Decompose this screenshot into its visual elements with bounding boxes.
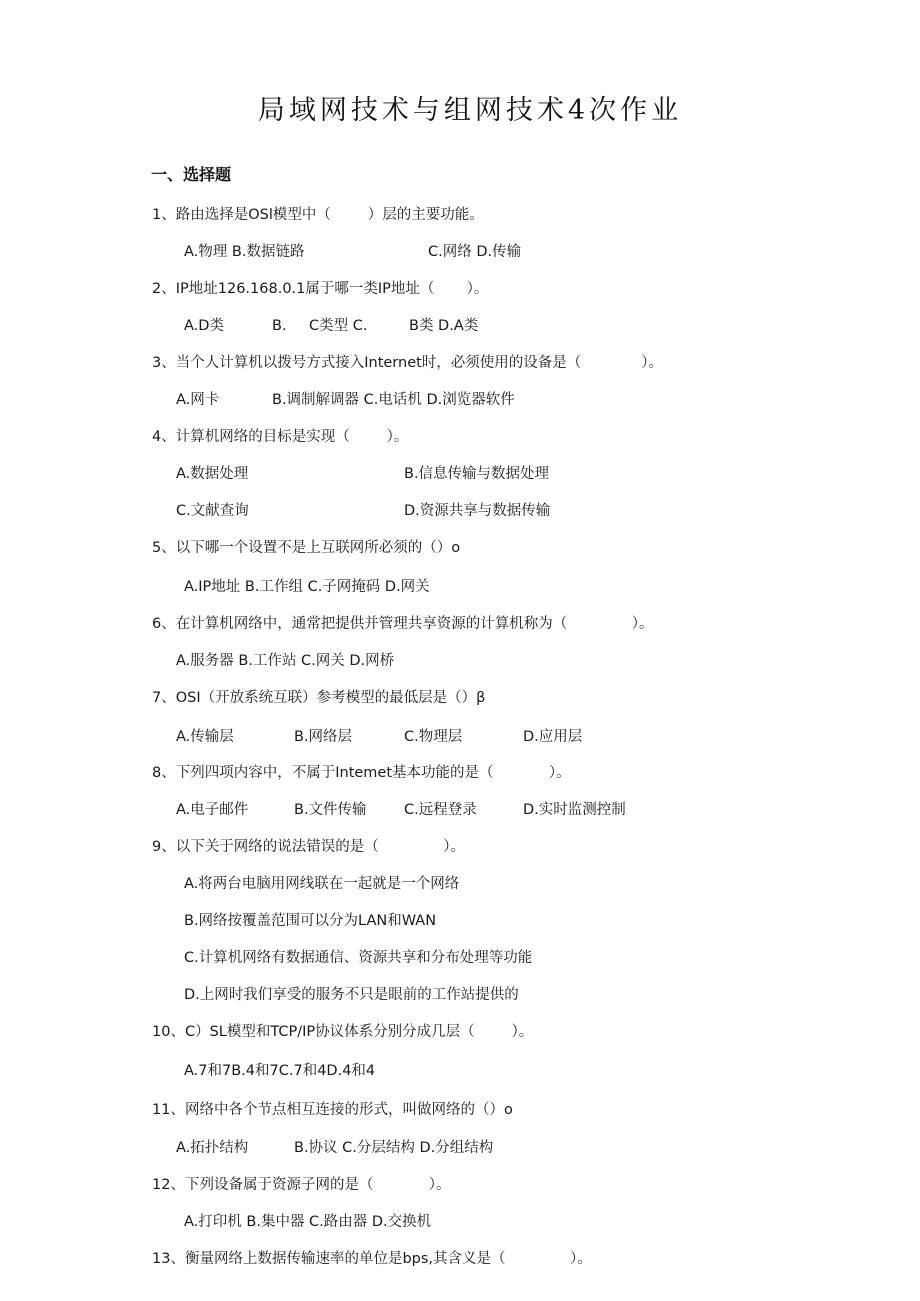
- question-7-option-b: B.网络层: [294, 729, 353, 745]
- question-8-option-d: D.实时监测控制: [523, 802, 626, 818]
- question-8-option-b: B.文件传输: [294, 802, 367, 818]
- question-3-option-a: A.网卡: [176, 392, 220, 408]
- question-4-option-d: D.资源共享与数据传输: [404, 503, 551, 519]
- question-7-option-a: A.传输层: [176, 729, 234, 745]
- question-2-option-a: A.D类: [184, 318, 224, 334]
- question-4-option-b: B.信息传输与数据处理: [404, 466, 550, 482]
- question-9-option-d: D.上网时我们享受的服务不只是眼前的工作站提供的: [184, 987, 519, 1003]
- question-7-option-c: C.物理层: [404, 729, 463, 745]
- question-9-option-c: C.计算机网络有数据通信、资源共享和分布处理等功能: [184, 950, 533, 966]
- question-2-option-d: B类 D.A类: [409, 318, 479, 334]
- question-11-option-a: A.拓扑结构: [176, 1140, 249, 1156]
- question-4-option-a: A.数据处理: [176, 466, 249, 482]
- question-10: 10、C）SL模型和TCP/IP协议体系分别分成几层（ ）。: [152, 1024, 534, 1040]
- document-title: 局域网技术与组网技术4次作业: [257, 95, 683, 126]
- question-10-options: A.7和7B.4和7C.7和4D.4和4: [184, 1063, 376, 1079]
- question-2-option-b: B.: [272, 318, 287, 334]
- question-12: 12、下列设备属于资源子网的是（ ）。: [152, 1177, 451, 1193]
- question-5-options: A.IP地址 B.工作组 C.子网掩码 D.网关: [184, 579, 430, 595]
- section-heading: 一、选择题: [151, 165, 232, 184]
- question-1-option-ab: A.物理 B.数据链路: [184, 244, 305, 260]
- question-7: 7、OSI（开放系统互联）参考模型的最低层是（）β: [152, 690, 486, 706]
- question-4-option-c: C.文献查询: [176, 503, 249, 519]
- question-8: 8、下列四项内容中，不属于Intemet基本功能的是（ ）。: [152, 765, 571, 781]
- question-3-option-bcd: B.调制解调器 C.电话机 D.浏览器软件: [272, 392, 515, 408]
- question-8-option-a: A.电子邮件: [176, 802, 249, 818]
- question-13: 13、衡量网络上数据传输速率的单位是bps,其含义是（ ）。: [152, 1251, 592, 1267]
- question-11-option-bcd: B.协议 C.分层结构 D.分组结构: [294, 1140, 494, 1156]
- question-3: 3、当个人计算机以拨号方式接入Internet时，必须使用的设备是（ ）。: [152, 355, 663, 371]
- question-2-option-c: C类型 C.: [309, 318, 368, 334]
- question-11: 11、网络中各个节点相互连接的形式，叫做网络的（）o: [152, 1102, 513, 1118]
- question-9-option-b: B.网络按覆盖范围可以分为LAN和WAN: [184, 913, 437, 929]
- question-12-options: A.打印机 B.集中器 C.路由器 D.交换机: [184, 1214, 432, 1230]
- question-7-option-d: D.应用层: [523, 729, 583, 745]
- question-6-options: A.服务器 B.工作站 C.网关 D.网桥: [176, 653, 395, 669]
- question-1-option-cd: C.网络 D.传输: [428, 244, 522, 260]
- question-6: 6、在计算机网络中，通常把提供并管理共享资源的计算机称为（ ）。: [152, 616, 654, 632]
- question-9-option-a: A.将两台电脑用网线联在一起就是一个网络: [184, 876, 460, 892]
- question-5: 5、以下哪一个设置不是上互联网所必须的（）o: [152, 540, 461, 556]
- question-4: 4、计算机网络的目标是实现（ ）。: [152, 429, 409, 445]
- question-1: 1、路由选择是OSl模型中（ ）层的主要功能。: [152, 207, 484, 223]
- question-8-option-c: C.远程登录: [404, 802, 477, 818]
- question-2: 2、IP地址126.168.0.1属于哪一类IP地址（ ）。: [152, 281, 489, 297]
- question-9: 9、以下关于网络的说法错误的是（ ）。: [152, 839, 466, 855]
